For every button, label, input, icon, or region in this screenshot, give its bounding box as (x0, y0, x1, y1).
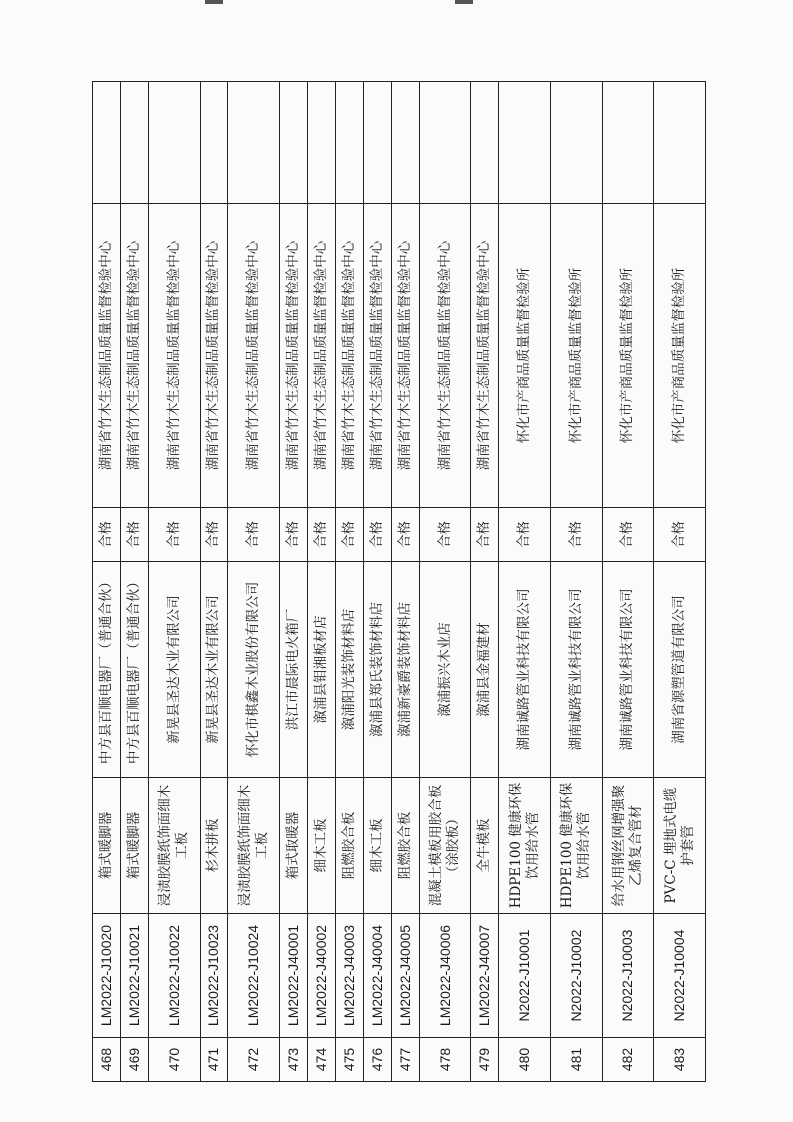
inspection-agency-cell: 湖南省竹木生态制品质量监督检验中心 (200, 204, 228, 508)
company-name-cell: 溆浦振兴木业店 (419, 562, 471, 778)
inspection-agency-cell: 怀化市产商品质量监督检验所 (654, 204, 706, 508)
table-row (148, 82, 200, 1082)
scan-mark-left (205, 0, 223, 4)
scan-mark-right (455, 0, 473, 4)
sample-code-cell: LM2022-J10024 (228, 914, 280, 1038)
result-cell: 合格 (471, 508, 499, 562)
remark-cell (93, 82, 121, 204)
table-row (335, 82, 363, 1082)
remark-cell (363, 82, 391, 204)
sample-code-cell: LM2022-J10021 (120, 914, 148, 1038)
table-row (93, 82, 121, 1082)
serial-number-cell: 473 (280, 1038, 308, 1082)
product-name-cell: 箱式暖脚器 (120, 778, 148, 914)
result-cell: 合格 (391, 508, 419, 562)
remark-cell (471, 82, 499, 204)
table-row (363, 82, 391, 1082)
result-cell: 合格 (654, 508, 706, 562)
product-name-cell: 浸渍胶膜纸饰面细木工板 (148, 778, 200, 914)
company-name-cell: 新晃县圣达木业有限公司 (200, 562, 228, 778)
remark-cell (120, 82, 148, 204)
inspection-agency-cell: 湖南省竹木生态制品质量监督检验中心 (419, 204, 471, 508)
company-name-cell: 溆浦阳光装饰材料店 (335, 562, 363, 778)
company-name-cell: 中方县百顺电器厂（普通合伙） (120, 562, 148, 778)
sample-code-cell: N2022-J10004 (654, 914, 706, 1038)
company-name-cell: 溆浦县郑氏装饰材料店 (363, 562, 391, 778)
serial-number-cell: 477 (391, 1038, 419, 1082)
sample-code-cell: LM2022-J10023 (200, 914, 228, 1038)
company-name-cell: 湖南省源塑管道有限公司 (654, 562, 706, 778)
product-name-cell: 杉木拼板 (200, 778, 228, 914)
inspection-agency-cell: 怀化市产商品质量监督检验所 (499, 204, 551, 508)
company-name-cell: 中方县百顺电器厂（普通合伙） (93, 562, 121, 778)
company-name-cell: 洪江市晨际电火箱厂 (280, 562, 308, 778)
inspection-agency-cell: 怀化市产商品质量监督检验所 (602, 204, 654, 508)
sample-code-cell: N2022-J10001 (499, 914, 551, 1038)
serial-number-cell: 479 (471, 1038, 499, 1082)
product-name-cell: 给水用钢丝网增强聚乙烯复合管材 (602, 778, 654, 914)
table-row (654, 82, 706, 1082)
remark-cell (308, 82, 336, 204)
sample-code-cell: N2022-J10003 (602, 914, 654, 1038)
remark-cell (391, 82, 419, 204)
serial-number-cell: 483 (654, 1038, 706, 1082)
product-name-cell: 细木工板 (363, 778, 391, 914)
sample-code-cell: LM2022-J10022 (148, 914, 200, 1038)
sample-code-cell: LM2022-J40002 (308, 914, 336, 1038)
table-row (550, 82, 602, 1082)
remark-cell (550, 82, 602, 204)
product-name-cell: HDPE100 健康环保饮用给水管 (499, 778, 551, 914)
result-cell: 合格 (280, 508, 308, 562)
result-cell: 合格 (363, 508, 391, 562)
table-row (391, 82, 419, 1082)
company-name-cell: 湖南诚路管业科技有限公司 (499, 562, 551, 778)
table-row (499, 82, 551, 1082)
product-name-cell: 细木工板 (308, 778, 336, 914)
result-cell: 合格 (120, 508, 148, 562)
table-body (93, 82, 706, 1082)
table-row (471, 82, 499, 1082)
remark-cell (148, 82, 200, 204)
serial-number-cell: 474 (308, 1038, 336, 1082)
table-row (280, 82, 308, 1082)
company-name-cell: 湖南诚路管业科技有限公司 (602, 562, 654, 778)
inspection-agency-cell: 怀化市产商品质量监督检验所 (550, 204, 602, 508)
sample-code-cell: LM2022-J40005 (391, 914, 419, 1038)
table-row (419, 82, 471, 1082)
remark-cell (419, 82, 471, 204)
result-cell: 合格 (200, 508, 228, 562)
inspection-results-table (92, 81, 706, 1082)
sample-code-cell: N2022-J10002 (550, 914, 602, 1038)
remark-cell (335, 82, 363, 204)
product-name-cell: PVC-C 埋地式电缆护套管 (654, 778, 706, 914)
remark-cell (654, 82, 706, 204)
serial-number-cell: 475 (335, 1038, 363, 1082)
company-name-cell: 怀化市棋鑫木业股份有限公司 (228, 562, 280, 778)
table-row (120, 82, 148, 1082)
remark-cell (602, 82, 654, 204)
product-name-cell: HDPE100 健康环保饮用给水管 (550, 778, 602, 914)
inspection-agency-cell: 湖南省竹木生态制品质量监督检验中心 (471, 204, 499, 508)
result-cell: 合格 (602, 508, 654, 562)
serial-number-cell: 470 (148, 1038, 200, 1082)
serial-number-cell: 468 (93, 1038, 121, 1082)
inspection-agency-cell: 湖南省竹木生态制品质量监督检验中心 (93, 204, 121, 508)
company-name-cell: 新晃县圣达木业有限公司 (148, 562, 200, 778)
serial-number-cell: 476 (363, 1038, 391, 1082)
inspection-agency-cell: 湖南省竹木生态制品质量监督检验中心 (120, 204, 148, 508)
sample-code-cell: LM2022-J40003 (335, 914, 363, 1038)
result-cell: 合格 (335, 508, 363, 562)
inspection-agency-cell: 湖南省竹木生态制品质量监督检验中心 (280, 204, 308, 508)
result-cell: 合格 (550, 508, 602, 562)
sample-code-cell: LM2022-J40006 (419, 914, 471, 1038)
product-name-cell: 阻燃胶合板 (335, 778, 363, 914)
product-name-cell: 浸渍胶膜纸饰面细木工板 (228, 778, 280, 914)
serial-number-cell: 480 (499, 1038, 551, 1082)
inspection-agency-cell: 湖南省竹木生态制品质量监督检验中心 (308, 204, 336, 508)
remark-cell (280, 82, 308, 204)
result-cell: 合格 (499, 508, 551, 562)
sample-code-cell: LM2022-J40001 (280, 914, 308, 1038)
remark-cell (228, 82, 280, 204)
serial-number-cell: 469 (120, 1038, 148, 1082)
serial-number-cell: 471 (200, 1038, 228, 1082)
result-cell: 合格 (419, 508, 471, 562)
table-row (200, 82, 228, 1082)
product-name-cell: 箱式取暖器 (280, 778, 308, 914)
result-cell: 合格 (148, 508, 200, 562)
sample-code-cell: LM2022-J40004 (363, 914, 391, 1038)
remark-cell (200, 82, 228, 204)
serial-number-cell: 478 (419, 1038, 471, 1082)
sample-code-cell: LM2022-J10020 (93, 914, 121, 1038)
table-row (602, 82, 654, 1082)
result-cell: 合格 (93, 508, 121, 562)
product-name-cell: 全牛模板 (471, 778, 499, 914)
remark-cell (499, 82, 551, 204)
serial-number-cell: 472 (228, 1038, 280, 1082)
product-name-cell: 混凝土模板用胶合板（涂胶板） (419, 778, 471, 914)
company-name-cell: 溆浦新豪爵装饰材料店 (391, 562, 419, 778)
company-name-cell: 溆浦县钼湘板材店 (308, 562, 336, 778)
product-name-cell: 箱式暖脚器 (93, 778, 121, 914)
inspection-agency-cell: 湖南省竹木生态制品质量监督检验中心 (363, 204, 391, 508)
company-name-cell: 溆浦县金福建材 (471, 562, 499, 778)
table-row (228, 82, 280, 1082)
result-cell: 合格 (228, 508, 280, 562)
sample-code-cell: LM2022-J40007 (471, 914, 499, 1038)
company-name-cell: 湖南诚路管业科技有限公司 (550, 562, 602, 778)
rotated-table-container (92, 82, 706, 1082)
table-row (308, 82, 336, 1082)
inspection-agency-cell: 湖南省竹木生态制品质量监督检验中心 (148, 204, 200, 508)
serial-number-cell: 481 (550, 1038, 602, 1082)
serial-number-cell: 482 (602, 1038, 654, 1082)
inspection-agency-cell: 湖南省竹木生态制品质量监督检验中心 (335, 204, 363, 508)
product-name-cell: 阻燃胶合板 (391, 778, 419, 914)
inspection-agency-cell: 湖南省竹木生态制品质量监督检验中心 (228, 204, 280, 508)
result-cell: 合格 (308, 508, 336, 562)
inspection-agency-cell: 湖南省竹木生态制品质量监督检验中心 (391, 204, 419, 508)
